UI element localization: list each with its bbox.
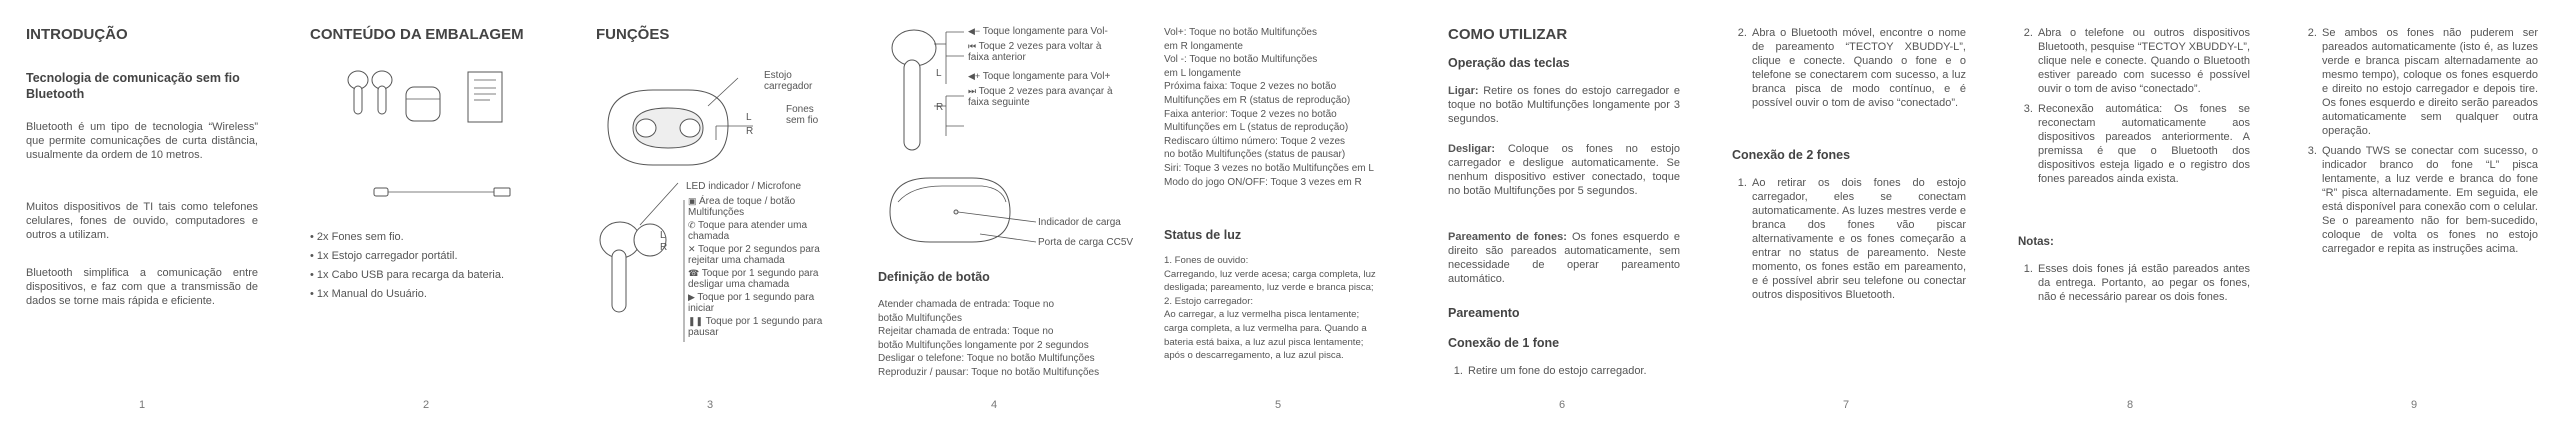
control-label: Toque 2 vezes para voltar à faixa anterior	[968, 41, 1102, 63]
list-item: 3. Quando TWS se conectar com sucesso, o indicador branco do fone “L” pisca lentamente, a luz verde e branca do fone “R” pisca alternadamente. Em seguida, ele está disponível para conexão com o celular. Se o pareamento não for bem-sucedido, coloque de volta os fones no estojo carregador e repita as instruções acima.	[2320, 144, 2538, 256]
page-8	[1988, 0, 2272, 427]
manual-illustration	[466, 70, 506, 125]
page-number: 8	[2126, 399, 2134, 411]
section-heading: Pareamento	[1448, 306, 1520, 320]
section-heading: Conexão de 2 fones	[1732, 148, 1851, 162]
previous-track-icon: ⏮	[968, 41, 979, 51]
section-heading: Conexão de 1 fone	[1448, 336, 1560, 350]
page-number: 5	[1274, 399, 1282, 411]
page-number: 7	[1842, 399, 1850, 411]
page-number: 2	[422, 399, 430, 411]
earphones-illustration	[344, 70, 404, 120]
pause-icon: ❚❚	[688, 316, 706, 326]
charge-port-label: Porta de carga CC5V	[1038, 237, 1134, 248]
page-number: 4	[990, 399, 998, 411]
list-item: 1. Retire um fone do estojo carregador.	[1466, 364, 1680, 378]
steps-list	[1448, 364, 1680, 384]
function-label: Toque por 1 segundo para pausar	[688, 316, 823, 338]
page-title: INTRODUÇÃO	[26, 26, 128, 43]
page-6	[1420, 0, 1704, 427]
right-marker: R	[936, 102, 944, 113]
left-marker: L	[936, 68, 942, 79]
case-with-earphones-illustration	[598, 70, 778, 180]
notes-heading: Notas:	[2018, 236, 2054, 248]
list-item: • 1x Cabo USB para recarga da bateria.	[310, 266, 504, 285]
page-title: COMO UTILIZAR	[1448, 26, 1568, 43]
right-marker: R	[746, 126, 754, 137]
paragraph: Bluetooth simplifica a comunicação entre dispositivos, e faz com que a transmissão de dados se torne mais rápida e eficiente.	[26, 267, 258, 307]
list-item: • 2x Fones sem fio.	[310, 228, 504, 247]
controls-list	[968, 26, 1118, 108]
next-track-icon: ⏭	[968, 86, 979, 96]
reject-call-icon: ✕	[688, 244, 699, 254]
function-label: Área de toque / botão Multifunções	[688, 196, 796, 218]
steps-list	[1732, 176, 1966, 308]
button-definition-text: Atender chamada de entrada: Toque no botão Multifunções Rejeitar chamada de entrada: Toque no botão Multifunções longamente por 2 segundos Desligar o telefone: Toque no botão Multifunções Reproduzir / pausar: Toque no botão Multifunções	[878, 299, 1100, 378]
page-number: 6	[1558, 399, 1566, 411]
package-contents-list	[310, 228, 504, 304]
paragraph: Muitos dispositivos de TI tais como telefones celulares, fones de ouvido, computadores e outros a utilizam.	[26, 201, 258, 241]
charge-indicator-label: Indicador de carga	[1038, 217, 1121, 228]
list-item: 2. Se ambos os fones não puderem ser pareados automaticamente (isto é, as luzes verde e branca piscam alternadamente ao mesmo tempo), coloque os fones esquerdo e direito no estojo carregador e depois tire. Os fones esquerdo e direito serão pareados automaticamente sem qualquer outra operação.	[2320, 26, 2538, 138]
case-label: Estojo carregador	[764, 70, 813, 92]
steps-list	[2018, 26, 2250, 192]
list-item: 1. Esses dois fones já estão pareados antes da entrega. Portanto, ao pegar os fones, não é necessário parear os dois fones.	[2036, 262, 2250, 304]
list-item: 3. Reconexão automática: Os fones se reconectam automaticamente aos dispositivos pareados anteriormente. A premissa é que o Bluetooth dos dispositivos esteja ligado e o registro dos fones pareados ainda exista.	[2036, 102, 2250, 186]
steps-list	[2302, 26, 2538, 262]
page-7	[1704, 0, 1988, 427]
earphone-diagram-illustration	[598, 210, 678, 320]
steps-list	[1732, 26, 1966, 116]
function-label: Toque por 2 segundos para rejeitar uma chamada	[688, 244, 820, 266]
controls-text: Vol+: Toque no botão Multifunções em R longamente Vol -: Toque no botão Multifunções em L longamente Próxima faixa: Toque 2 vezes no botão Multifunções em R (status de reprodução) Faixa anterior: Toque 2 vezes no botão Multifunções em L (status de reprodução) Rediscaro último número: Toque 2 vezes no botão Multifunções (status de pausar) Siri: Toque 3 vezes no botão Multifunções em L Modo do jogo ON/OFF: Toque 3 vezes em R	[1164, 27, 1374, 188]
function-label: Toque por 1 segundo para desligar uma chamada	[688, 268, 819, 290]
paragraph: Ligar: Retire os fones do estojo carregador e toque no botão Multifunções longamente por 3 segundos.	[1448, 85, 1680, 125]
control-label: Toque longamente para Vol+	[982, 71, 1111, 82]
page-5	[1136, 0, 1420, 427]
page-title: CONTEÚDO DA EMBALAGEM	[310, 26, 524, 43]
list-item: 1. Ao retirar os dois fones do estojo carregador, eles se conectam automaticamente. As luzes mestres verde e branca dos fones vão piscar alternativamente e os fones começarão a entrar no status de pareamento. Neste momento, os fones estão em pareamento, e é possível abrir seu telefone ou conectar outros dispositivos Bluetooth.	[1750, 176, 1966, 302]
end-call-icon: ☎	[688, 268, 702, 278]
left-marker: L	[746, 112, 752, 123]
light-status-text: 1. Fones de ouvido: Carregando, luz verde acesa; carga completa, luz desligada; pareamento, luz verde e branca pisca; 2. Estojo carregador: Ao carregar, a luz vermelha pisca lentamente; carga completa, a luz vermelha para. Quando a bateria está baixa, a luz azul pisca lentamente; após o descarregamento, a luz azul pisca.	[1164, 255, 1376, 362]
paragraph: Pareamento de fones: Os fones esquerdo e direito são pareados automaticamente, sem necessidade de operar pareamento automático.	[1448, 231, 1681, 285]
page-number: 9	[2410, 399, 2418, 411]
paragraph: Bluetooth é um tipo de tecnologia “Wireless” que permite comunicações de curta distância, usualmente da ordem de 10 metros.	[26, 121, 258, 161]
page-4	[852, 0, 1136, 427]
list-item: 2. Abra o Bluetooth móvel, encontre o nome de pareamento “TECTOY XBUDDY-L”, clique e conecte. Quando o fone e o telefone se conectarem com sucesso, a luz branca pisca de modo contínuo, e é possível ouvir o tom de aviso “conectado”.	[1750, 26, 1966, 110]
page-9	[2272, 0, 2560, 427]
play-icon: ▶	[688, 292, 698, 302]
functions-list	[688, 196, 838, 340]
section-heading: Definição de botão	[878, 270, 990, 284]
section-heading: Tecnologia de comunicação sem fio Bluetooth	[26, 71, 240, 101]
control-label: Toque 2 vezes para avançar à faixa seguinte	[968, 86, 1113, 108]
usb-cable-illustration	[374, 185, 514, 199]
control-label: Toque longamente para Vol-	[982, 26, 1108, 37]
page-title: FUNÇÕES	[596, 26, 670, 43]
function-label: Toque por 1 segundo para iniciar	[688, 292, 815, 314]
list-item: 2. Abra o telefone ou outros dispositivos Bluetooth, pesquise “TECTOY XBUDDY-L”, clique nele e conecte. Quando o Bluetooth estiver pareado com sucesso é possível ouvir o tom de aviso “conectado”.	[2036, 26, 2250, 96]
section-heading: Status de luz	[1164, 228, 1242, 242]
left-marker: L	[660, 230, 666, 241]
paragraph: Desligar: Coloque os fones no estojo carregador e desligue automaticamente. Se nenhum dispositivo estiver conectado, toque no botão Multifunções por 5 segundos.	[1448, 143, 1680, 197]
page-3	[568, 0, 852, 427]
notes-list	[2018, 262, 2250, 310]
answer-call-icon: ✆	[688, 220, 699, 230]
led-mic-label: LED indicador / Microfone	[686, 181, 802, 192]
right-marker: R	[660, 242, 668, 253]
page-2	[284, 0, 568, 427]
section-heading: Operação das teclas	[1448, 56, 1570, 70]
page-number: 3	[706, 399, 714, 411]
volume-down-icon: ◀−	[968, 26, 983, 36]
callout-bracket	[672, 196, 686, 346]
list-item: • 1x Estojo carregador portátil.	[310, 247, 504, 266]
list-item: • 1x Manual do Usuário.	[310, 285, 504, 304]
page-1	[0, 0, 284, 427]
volume-up-icon: ◀+	[968, 71, 983, 81]
touch-area-icon: ▣	[688, 196, 700, 206]
function-label: Toque para atender uma chamada	[688, 220, 808, 242]
page-number: 1	[138, 399, 146, 411]
charging-case-illustration	[404, 85, 444, 125]
earphones-label: Fones sem fio	[786, 104, 819, 126]
